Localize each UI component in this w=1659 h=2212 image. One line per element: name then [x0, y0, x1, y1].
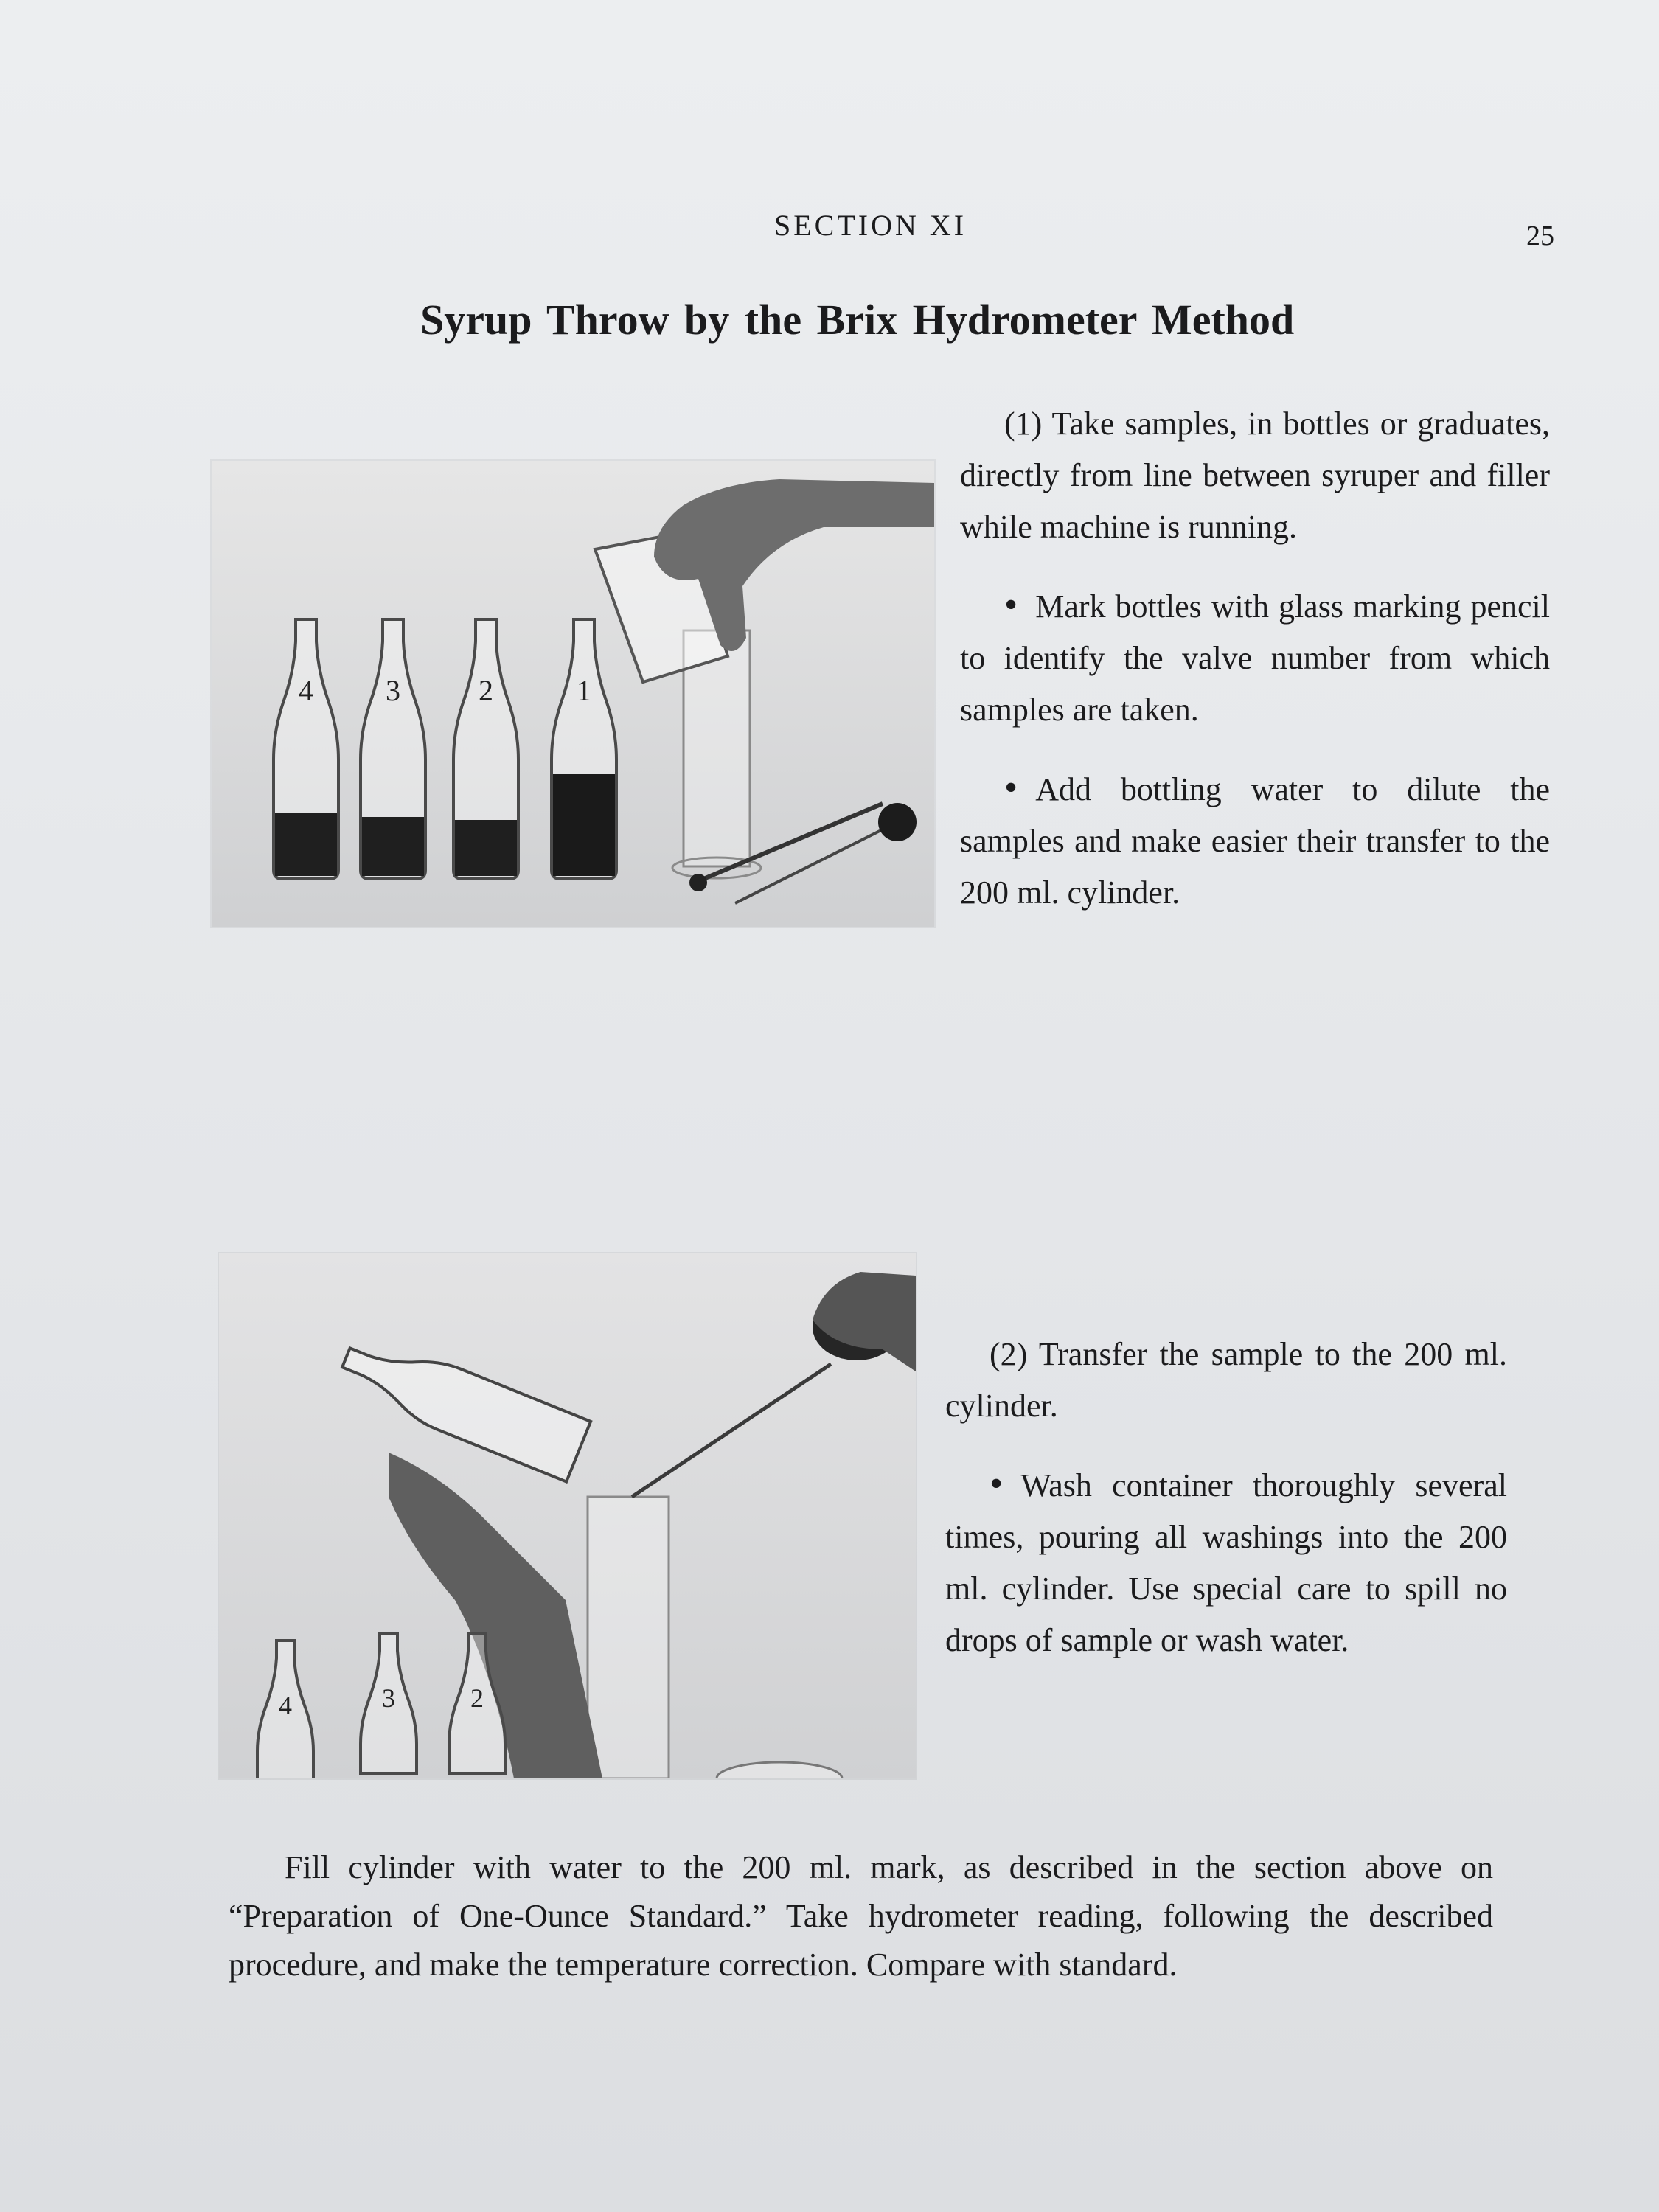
bottle-1-label: 1 — [577, 674, 591, 707]
bottle-3-label: 3 — [386, 674, 400, 707]
small-bottle-4-label: 4 — [279, 1691, 292, 1720]
step2-bullet-wash-container: • Wash container thoroughly several times, pouring all washings into the 200 ml. cylinder. Use special care to spill no drops of sample or wash water. — [945, 1458, 1507, 1666]
closing-paragraph — [229, 1843, 1493, 1989]
step1-text — [960, 398, 1550, 945]
photo-sample-bottles — [212, 461, 934, 927]
page-title: Syrup Throw by the Brix Hydrometer Method — [420, 296, 1295, 344]
small-bottle-2-label: 2 — [470, 1683, 484, 1713]
photo-transfer-sample — [219, 1253, 916, 1778]
step2-text — [945, 1329, 1507, 1693]
bottle-4-label: 4 — [299, 674, 313, 707]
step1-bullet-add-water: • Add bottling water to dilute the samples and make easier their transfer to the 200 ml. cylinder. — [960, 762, 1550, 919]
step1-bullet-mark-bottles: • Mark bottles with glass marking pencil to identify the valve number from which samples are taken. — [960, 580, 1550, 736]
sample-bottles-illustration — [212, 461, 934, 927]
small-bottle-3-label: 3 — [382, 1683, 395, 1713]
bottle-2-label: 2 — [479, 674, 493, 707]
closing-text: Fill cylinder with water to the 200 ml. mark, as described in the section above on “Preparation of One-Ounce Standard.” Take hydrometer reading, following the described procedure, and make the temperature correction. Compare with standard. — [229, 1849, 1493, 1983]
page-number: 25 — [1526, 220, 1554, 251]
step2-intro: (2) Transfer the sample to the 200 ml. cylinder. — [945, 1336, 1507, 1424]
step1-intro: (1) Take samples, in bottles or graduates, directly from line between syruper and filler while machine is running. — [960, 406, 1550, 545]
section-heading: SECTION XI — [774, 209, 967, 242]
transfer-sample-illustration — [219, 1253, 916, 1778]
